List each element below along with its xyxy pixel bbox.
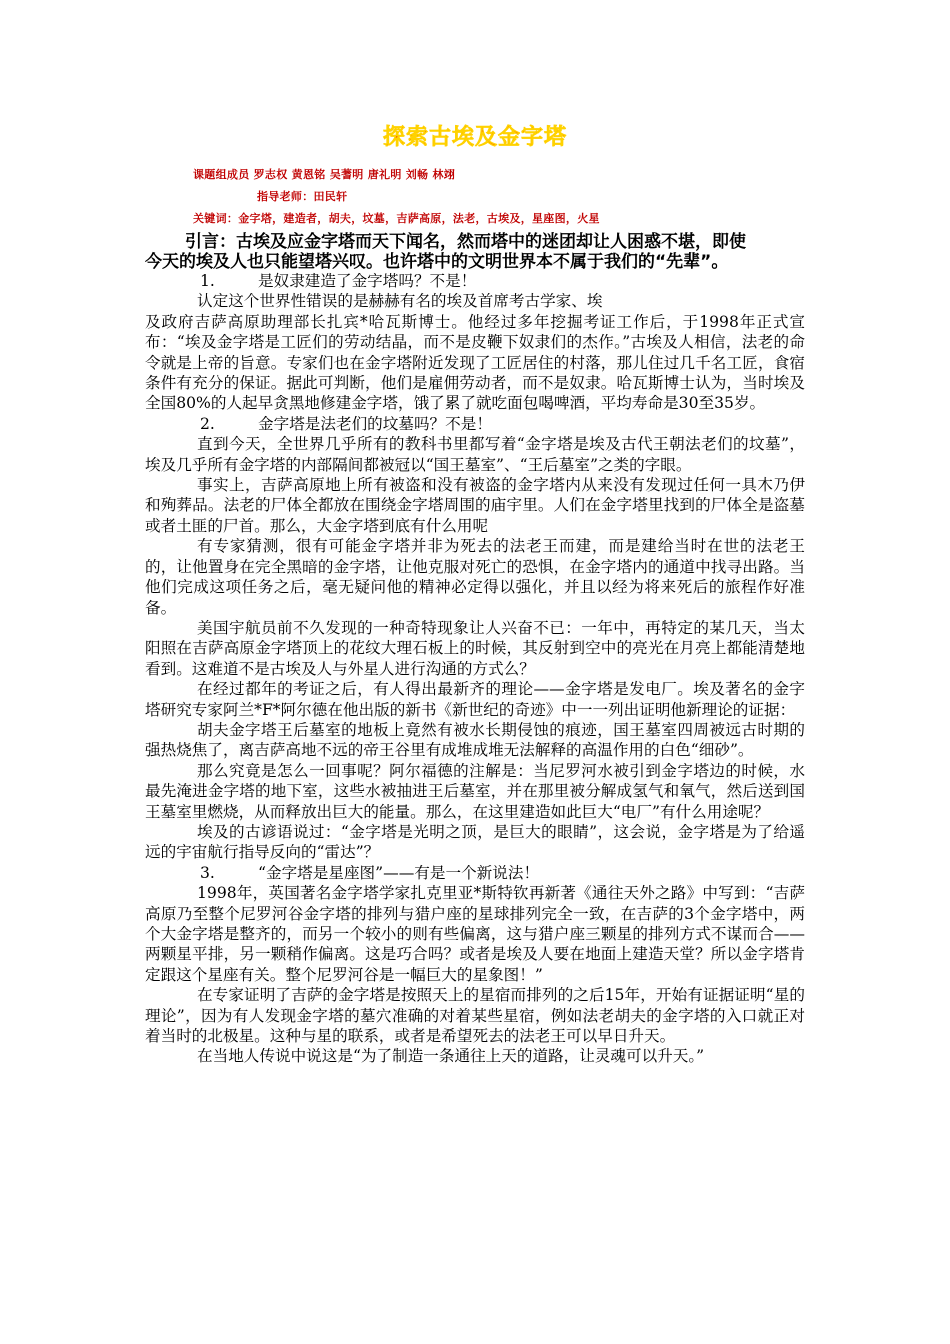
section-heading-1 [145, 271, 805, 291]
paragraph: 在经过都年的考证之后，有人得出最新齐的理论——金字塔是发电厂。埃及著名的金字塔研究专家阿兰*F*阿尔德在他出版的新书《新世纪的奇迹》中一一列出证明他新理论的证据： [145, 680, 805, 719]
paragraph: 1998年，英国著名金字塔学家扎克里亚*斯特钦再新著《通往天外之路》中写到：“吉萨高原乃至整个尼罗河谷金字塔的排列与猎户座的星球排列完全一致，在吉萨的3个金字塔中，两个大金字塔是整齐的，而另一个较小的则有些偏离，这与猎户座三颗星的排列方式不谋而合——两颗星平排，另一颗稍作偏离。这是巧合吗？或者是埃及人要在地面上建造天堂？所以金字塔肯定跟这个星座有关。整个尼罗河谷是一幅巨大的星象图！” [145, 884, 805, 984]
section-heading-2 [145, 414, 805, 434]
section-number: 3. [200, 863, 215, 882]
section-title: 金字塔是法老们的坟墓吗？不是！ [258, 414, 492, 433]
document-title: 探索古埃及金字塔 [382, 125, 567, 150]
keywords-line: 关键词：金字塔，建造者，胡夫，坟墓，吉萨高原，法老，古埃及，星座图，火星 [193, 212, 600, 225]
paragraph: 直到今天，全世界几乎所有的教科书里都写着“金字塔是埃及古代王朝法老们的坟墓”，埃及几乎所有金字塔的内部隔间都被冠以“国王墓室”、“王后墓室”之类的字眼。 [145, 435, 805, 474]
paragraph: 在专家证明了吉萨的金字塔是按照天上的星宿而排列的之后15年，开始有证据证明“星的理论”，因为有人发现金字塔的墓穴准确的对着某些星宿，例如法老胡夫的金字塔的入口就正对着当时的北极星。这种与星的联系，或者是希望死去的法老王可以早日升天。 [145, 986, 805, 1046]
paragraph: 埃及的古谚语说过：“金字塔是光明之顶，是巨大的眼睛”，这会说，金字塔是为了给遥远的宇宙航行指导反向的“雷达”？ [145, 822, 805, 862]
paragraph: 那么究竟是怎么一回事呢？阿尔福德的注解是：当尼罗河水被引到金字塔边的时候，水最先淹进金字塔的地下室，这些水被抽进王后墓室，并在那里被分解成氢气和氧气，然后送到国王墓室里燃烧，从而释放出巨大的能量。那么，在这里建造如此巨大“电厂”有什么用途呢？ [145, 761, 805, 821]
intro-line-2: 今天的埃及人也只能望塔兴叹。也许塔中的文明世界本不属于我们的“先辈”。 [145, 252, 729, 272]
introduction [145, 232, 813, 272]
paragraph: 有专家猜测，很有可能金字塔并非为死去的法老王而建，而是建给当时在世的法老王的，让他置身在完全黑暗的金字塔，让他克服对死亡的恐惧，在金字塔内的通道中找寻出路。当他们完成这项任务之后，毫无疑问他的精神必定得以强化，并且以经为将来死后的旅程作好准备。 [145, 537, 805, 617]
section-number: 2. [200, 414, 215, 433]
section-heading-3 [145, 863, 805, 883]
intro-line-1: 引言：古埃及应金字塔而天下闻名，然而塔中的迷团却让人困惑不堪，即使 [185, 232, 746, 252]
body-text [145, 271, 805, 1067]
paragraph: 在当地人传说中说这是“为了制造一条通往上天的道路，让灵魂可以升天。” [197, 1047, 705, 1066]
paragraph: 事实上，吉萨高原地上所有被盗和没有被盗的金字塔内从来没有发现过任何一具木乃伊和殉葬品。法老的尸体全都放在围绕金字塔周围的庙宇里。人们在金字塔里找到的尸体全是盗墓或者土匪的尸首。那么，大金字塔到底有什么用呢 [145, 476, 805, 535]
section-title: 是奴隶建造了金字塔吗？不是！ [258, 272, 477, 290]
advisor-line: 指导老师：田民轩 [257, 190, 348, 203]
section-number: 1. [200, 272, 215, 290]
paragraph: 胡夫金字塔王后墓室的地板上竟然有被水长期侵蚀的痕迹，国王墓室四周被远古时期的强热烧焦了，离吉萨高地不远的帝王谷里有成堆成堆无法解释的高温作用的白色“细砂”。 [145, 720, 805, 760]
authors-line: 课题组成员 罗志权 黄恩铭 吴蓍明 唐礼明 刘畅 林翊 [193, 168, 456, 181]
paragraph: 认定这个世界性错误的是赫赫有名的埃及首席考古学家、埃 [197, 292, 603, 311]
paragraph: 及政府吉萨高原助理部长扎宾*哈瓦斯博士。他经过多年挖掘考证工作后，于1998年正式宣布：“埃及金字塔是工匠们的劳动结晶，而不是皮鞭下奴隶们的杰作。”古埃及人相信，法老的命令就是上帝的旨意。专家们也在金字塔附近发现了工匠居住的村落，那儿住过几千名工匠，食宿条件有充分的保证。据此可判断，他们是雇佣劳动者，而不是奴隶。哈瓦斯博士认为，当时埃及全国80%的人起早贪黑地修建金字塔，饿了累了就吃面包喝啤酒，平均寿命是30至35岁。 [145, 312, 805, 413]
paragraph: 美国宇航员前不久发现的一种奇特现象让人兴奋不已：一年中，再特定的某几天，当太阳照在吉萨高原金字塔顶上的花纹大理石板上的时候，其反射到空中的亮光在月亮上都能清楚地看到。这难道不是古埃及人与外星人进行沟通的方式么？ [145, 618, 805, 678]
section-title: “金字塔是星座图”——有是一个新说法！ [258, 863, 540, 882]
